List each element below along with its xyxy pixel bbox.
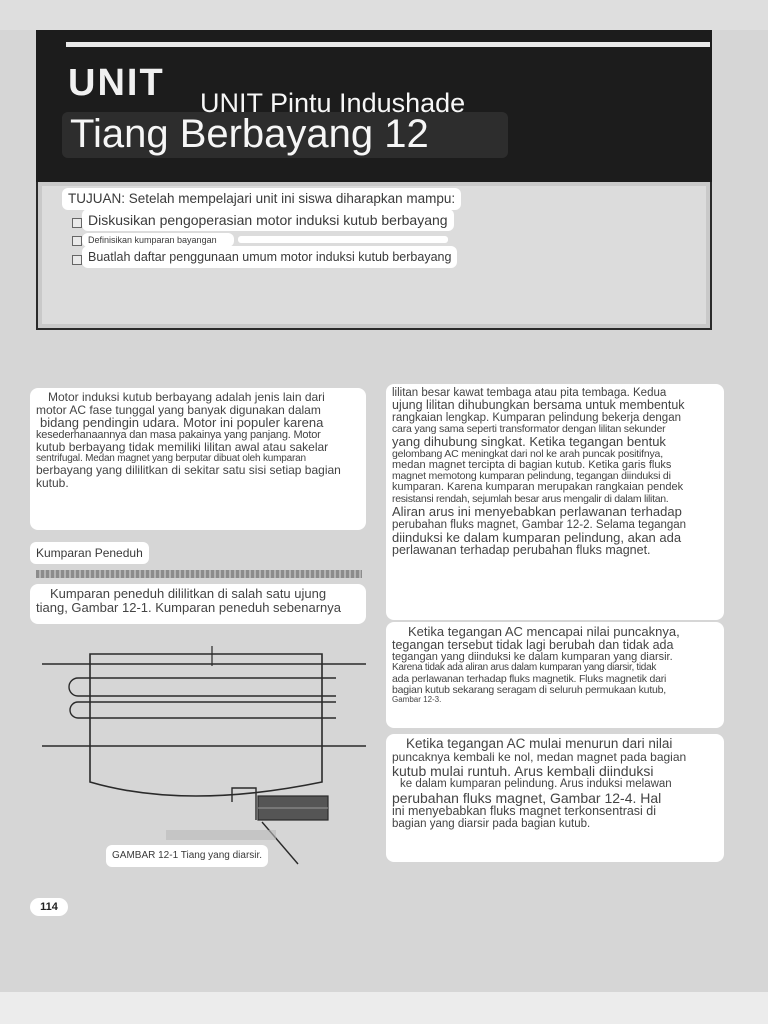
text-line: sentrifugal. Medan magnet yang berputar dibuat oleh kumparan [36,452,306,464]
text-line: tiang, Gambar 12-1. Kumparan peneduh sebenarnya [36,599,341,615]
text-line: lilitan besar kawat tembaga atau pita tembaga. Kedua [392,387,667,399]
text-line: kesederhanaannya dan masa pakainya yang panjang. Motor [36,428,321,441]
section-heading: Kumparan Peneduh [30,542,149,564]
banner-rule [66,42,710,47]
text-line: tegangan tersebut tidak lagi berubah dan tidak ada [392,637,674,652]
text-line: motor AC fase tunggal yang banyak digunakan dalam [36,402,321,417]
chapter-title: Tiang Berbayang 12 [70,112,429,156]
text-line: perubahan fluks magnet, Gambar 12-4. Hal [392,789,662,806]
text-line: resistansi rendah, sejumlah besar arus mengalir di dalam lilitan. [392,493,669,506]
text-line: kutub. [36,476,69,491]
unit-label: UNIT Pintu Indushade [200,88,466,118]
text-line: perlawanan terhadap perubahan fluks magnet. [392,543,651,558]
right-paragraph-2 [386,622,724,728]
objective-item-1: Diskusikan pengoperasian motor induksi kutub berbayang [82,209,454,231]
text-line: medan magnet tercipta di bagian kutub. Ketika garis fluks [392,458,672,471]
text-line: Ketika tegangan AC mulai menurun dari nilai [406,736,673,751]
text-line: ada perlawanan terhadap fluks magnetik. Fluks magnetik dari [392,672,667,685]
intro-paragraph [30,388,366,530]
text-line: ini menyebabkan fluks magnet terkonsentrasi di [392,804,657,819]
text-line: Ketika tegangan AC mencapai nilai puncaknya, [408,624,680,639]
text-line: yang dihubung singkat. Ketika tegangan bentuk [392,434,666,450]
figure-caption: GAMBAR 12-1 Tiang yang diarsir. [106,845,268,867]
text-line: ke dalam kumparan pelindung. Arus induksi melawan [400,778,672,791]
text-line: magnet memotong kumparan pelindung, tegangan diinduksi di [392,470,671,483]
text-line: perubahan fluks magnet, Gambar 12-2. Selama tegangan [392,518,687,531]
objectives-heading: TUJUAN: Setelah mempelajari unit ini siswa diharapkan mampu: [62,188,461,210]
text-line: bidang pendingin udara. Motor ini populer karena [40,415,324,431]
page-number: 114 [30,898,68,916]
text-line: ujung lilitan dihubungkan bersama untuk membentuk [392,398,685,413]
text-line: gelombang AC meningkat dari nol ke arah puncak positifnya, [392,447,663,460]
text-line: kutub mulai runtuh. Arus kembali diinduksi [392,762,654,779]
text-line: diinduksi ke dalam kumparan pelindung, akan ada [392,529,682,545]
text-line: puncaknya kembali ke nol, medan magnet pada bagian [392,750,687,765]
text-line: bagian kutub sekarang seragam di seluruh permukaan kutub, [392,683,667,696]
text-line: Karena tidak ada aliran arus dalam kumparan yang diarsir, tidak [392,662,657,674]
text-line: kumparan. Karena kumparan merupakan rangkaian pendek [392,481,684,494]
unit-word: UNIT [68,62,165,104]
section-paragraph [30,584,366,624]
text-line: Gambar 12-3. [392,694,442,704]
right-paragraph-1 [386,384,724,620]
objective-item-3: Buatlah daftar penggunaan umum motor induksi kutub berbayang [82,246,457,268]
footer-band [0,992,768,1024]
text-line: Aliran arus ini menyebabkan perlawanan terhadap [392,504,682,520]
section-rule [36,570,362,578]
checkbox-icon [72,236,82,246]
checkbox-icon [72,218,82,228]
text-line: bagian yang diarsir pada bagian kutub. [392,818,591,831]
right-paragraph-3 [386,734,724,862]
book-page [0,30,768,992]
text-line: kutub berbayang tidak memiliki lilitan awal atau sakelar [36,440,329,455]
checkbox-icon [72,255,82,265]
text-line: tegangan yang diinduksi ke dalam kumparan yang diarsir. [392,650,673,663]
text-line: Motor induksi kutub berbayang adalah jenis lain dari [48,390,325,404]
objective-item-2: Definisikan kumparan bayangan [82,233,234,247]
text-line: Kumparan peneduh dililitkan di salah satu ujung [50,586,327,601]
text-line: rangkaian lengkap. Kumparan pelindung bekerja dengan [392,412,681,425]
highlight-strip [238,236,448,243]
text-line: berbayang yang dililitkan di sekitar satu sisi setiap bagian [36,463,341,478]
shaded-pole-diagram [36,642,370,872]
text-line: cara yang sama seperti transformator dengan lilitan sekunder [392,423,666,436]
